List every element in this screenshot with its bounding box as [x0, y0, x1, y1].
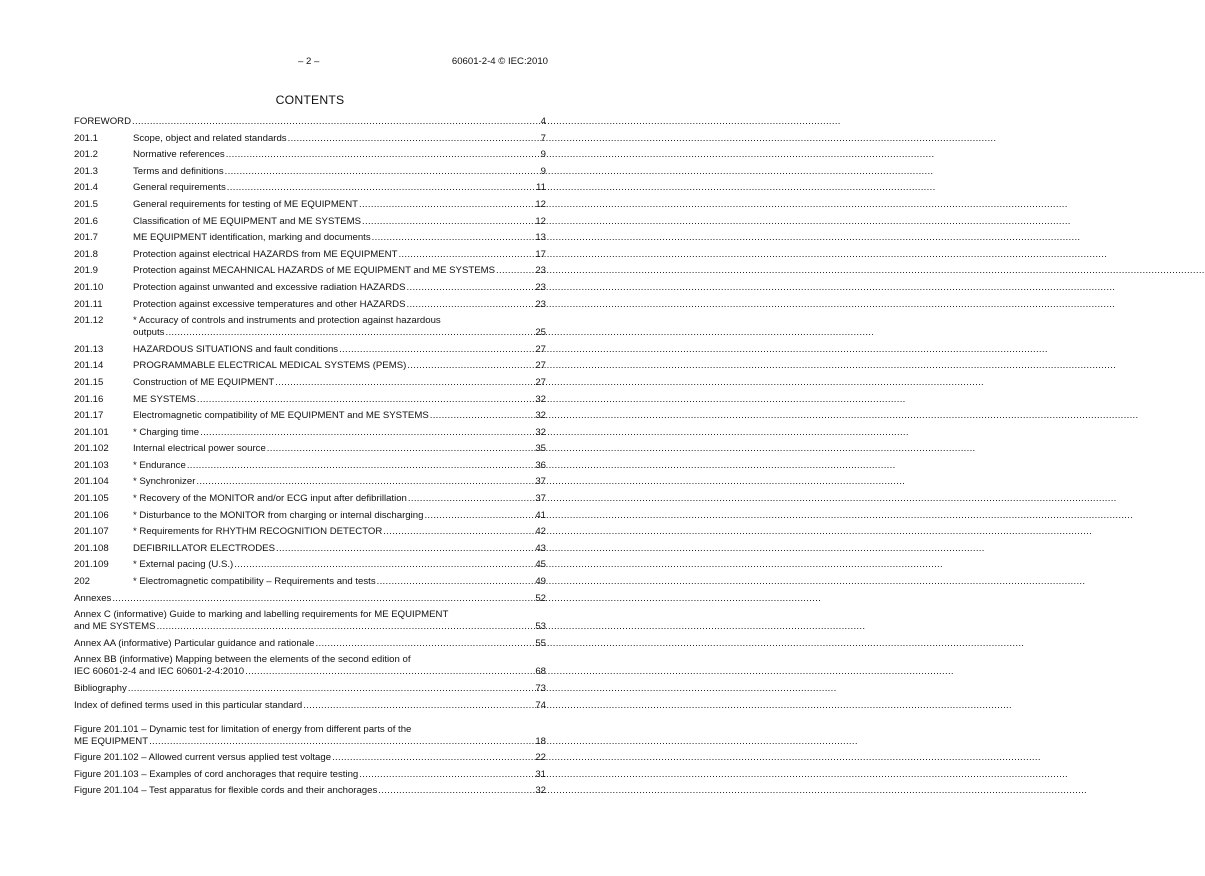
toc-entry-number: 201.102	[74, 443, 109, 455]
toc-entry-number: 201.103	[74, 459, 109, 471]
toc-entry-page: 45	[535, 559, 546, 571]
toc-entry-number: 201.14	[74, 360, 104, 372]
toc-entry-page: 9	[540, 165, 546, 177]
toc-entry[interactable]	[74, 427, 546, 439]
toc-entry-title: * Requirements for RHYTHM RECOGNITION DETECTOR	[133, 526, 383, 538]
standard-reference-header: 60601-2-4 © IEC:2010	[451, 56, 548, 67]
toc-entry-page: 12	[535, 215, 546, 227]
toc-entry[interactable]	[74, 654, 546, 678]
dot-leader	[358, 199, 535, 211]
toc-entry[interactable]	[74, 785, 546, 797]
toc-entry-title: Normative references	[133, 149, 225, 161]
dot-leader	[233, 559, 535, 571]
toc-entry-page: 37	[535, 493, 546, 505]
toc-entry-title: * Recovery of the MONITOR and/or ECG input after defibrillation	[133, 493, 407, 505]
toc-entry-title: Annex BB (informative) Mapping between the elements of the second edition of	[74, 654, 411, 666]
toc-entry-title-continued: IEC 60601-2-4 and IEC 60601-2-4:2010	[74, 666, 245, 678]
toc-entry[interactable]	[74, 700, 546, 712]
dot-leader	[495, 265, 535, 277]
toc-entry[interactable]	[74, 460, 546, 472]
page-number-header: – 2 –	[298, 56, 320, 67]
dot-leader	[287, 133, 540, 145]
toc-entry-title: Protection against electrical HAZARDS from ME EQUIPMENT	[133, 248, 398, 260]
toc-entry-number: 201.106	[74, 509, 109, 521]
toc-entry-page: 27	[535, 343, 546, 355]
dot-leader	[156, 621, 536, 633]
dot-leader	[274, 377, 535, 389]
toc-entry[interactable]	[74, 752, 546, 764]
toc-entry-title: Annex C (informative) Guide to marking and labelling requirements for ME EQUIPMENT	[74, 609, 449, 621]
toc-entry[interactable]	[74, 315, 546, 339]
dot-leader	[397, 249, 535, 261]
toc-entry-title: * Electromagnetic compatibility – Requirements and tests	[133, 576, 376, 588]
toc-entry-number: 202	[74, 576, 91, 588]
toc-entry[interactable]	[74, 377, 546, 389]
toc-entry-title: Figure 201.102 – Allowed current versus applied test voltage	[74, 752, 332, 764]
toc-entry-title: * Accuracy of controls and instruments and protection against hazardous	[133, 315, 441, 327]
toc-entry-title: PROGRAMMABLE ELECTRICAL MEDICAL SYSTEMS (PEMS)	[133, 360, 407, 372]
toc-entry-page: 32	[535, 785, 546, 797]
toc-entry-number: 201.9	[74, 265, 99, 277]
toc-entry-number: 201.105	[74, 493, 109, 505]
toc-entry[interactable]	[74, 493, 546, 505]
toc-entry-title: ME EQUIPMENT identification, marking and documents	[133, 232, 371, 244]
toc-entry-number: 201.17	[74, 410, 104, 422]
toc-entry-page: 73	[535, 683, 546, 694]
toc-entry-page: 23	[535, 298, 546, 310]
toc-entry[interactable]	[74, 232, 546, 244]
toc-entry[interactable]	[74, 149, 546, 161]
dot-leader	[148, 736, 535, 748]
toc-entry-page: 27	[535, 360, 546, 372]
toc-entry-number: 201.108	[74, 542, 109, 554]
toc-entry-page: 49	[535, 576, 546, 588]
toc-entry-number: 201.104	[74, 476, 109, 488]
toc-entry-title: General requirements	[133, 182, 226, 194]
toc-entry-title: General requirements for testing of ME EQUIPMENT	[133, 198, 358, 210]
toc-entry-title: Annexes	[74, 592, 112, 604]
toc-entry-page: 31	[535, 768, 546, 780]
toc-entry-page: 42	[535, 526, 546, 538]
toc-entry-number: 201.107	[74, 526, 109, 538]
dot-leader	[226, 182, 536, 194]
dot-leader	[131, 116, 540, 128]
toc-entry-page: 23	[535, 281, 546, 293]
toc-entry[interactable]	[74, 443, 546, 455]
toc-entry-page: 9	[540, 149, 546, 161]
toc-entry-number: 201.2	[74, 149, 99, 161]
toc-entry[interactable]	[74, 182, 546, 194]
toc-entry-title: * Disturbance to the MONITOR from charging or internal discharging	[133, 509, 424, 521]
toc-entry[interactable]	[74, 133, 546, 145]
toc-entry-page: 37	[535, 476, 546, 488]
toc-entry-page: 32	[535, 426, 546, 438]
toc-entry[interactable]	[74, 638, 546, 650]
toc-entry-number: 201.11	[74, 298, 103, 310]
toc-entry-number: 201.1	[74, 132, 99, 144]
toc-entry-number: 201.7	[74, 232, 99, 244]
dot-leader	[407, 493, 535, 505]
toc-entry-title: Terms and definitions	[133, 165, 224, 177]
dot-leader	[331, 752, 535, 764]
toc-entry-title: Protection against excessive temperatures and other HAZARDS	[133, 298, 406, 310]
toc-entry[interactable]	[74, 543, 546, 555]
toc-entry-number: 201.5	[74, 198, 99, 210]
toc-entry-title-continued: outputs	[133, 327, 165, 339]
toc-entry-title: Index of defined terms used in this particular standard	[74, 699, 303, 711]
dot-leader	[371, 232, 536, 244]
toc-entry[interactable]	[74, 166, 546, 178]
dot-leader	[225, 149, 540, 161]
toc-entry-title: Bibliography	[74, 683, 127, 694]
toc-entry[interactable]	[74, 199, 546, 211]
dot-leader	[376, 576, 536, 588]
toc-entry-title: DEFIBRILLATOR ELECTRODES	[133, 542, 275, 554]
dot-leader	[127, 683, 536, 695]
toc-entry-number: 201.109	[74, 559, 109, 571]
toc-entry[interactable]	[74, 265, 546, 277]
toc-entry-number: 201.8	[74, 248, 99, 260]
dot-leader	[244, 666, 535, 678]
toc-entry-number: 201.10	[74, 281, 104, 293]
table-of-contents	[74, 116, 546, 802]
contents-title: CONTENTS	[275, 93, 345, 107]
dot-leader	[164, 327, 535, 339]
dot-leader	[196, 394, 535, 406]
toc-entry-page: 43	[535, 542, 546, 554]
toc-entry-title: FOREWORD	[74, 116, 132, 127]
dot-leader	[338, 344, 535, 356]
dot-leader	[315, 638, 536, 650]
toc-entry[interactable]	[74, 526, 546, 538]
dot-leader	[302, 700, 535, 712]
toc-entry-page: 55	[535, 637, 546, 649]
toc-entry[interactable]	[74, 360, 546, 372]
toc-entry[interactable]	[74, 299, 546, 311]
toc-entry-page: 74	[535, 699, 546, 711]
toc-entry[interactable]	[74, 216, 546, 228]
dot-leader	[186, 460, 536, 472]
toc-entry-title: Construction of ME EQUIPMENT	[133, 376, 275, 388]
toc-entry[interactable]	[74, 282, 546, 294]
toc-entry-title-continued: ME EQUIPMENT	[74, 735, 149, 747]
toc-entry-title: Classification of ME EQUIPMENT and ME SYSTEMS	[133, 215, 362, 227]
toc-entry-number: 201.4	[74, 182, 99, 194]
toc-entry-page: 35	[535, 443, 546, 455]
dot-leader	[195, 476, 535, 488]
dot-leader	[377, 785, 535, 797]
toc-entry[interactable]	[74, 116, 546, 128]
toc-entry-title: Internal electrical power source	[133, 443, 266, 455]
toc-entry-title: Protection against unwanted and excessive radiation HAZARDS	[133, 281, 406, 293]
toc-entry[interactable]	[74, 593, 546, 605]
toc-entry[interactable]	[74, 344, 546, 356]
toc-entry-page: 13	[535, 232, 546, 244]
toc-entry-title: Figure 201.104 – Test apparatus for flexible cords and their anchorages	[74, 785, 378, 797]
toc-entry-page: 41	[535, 509, 546, 521]
toc-entry-title: HAZARDOUS SITUATIONS and fault conditions	[133, 343, 339, 355]
dot-leader	[406, 299, 536, 311]
dot-leader	[358, 769, 535, 781]
toc-entry[interactable]	[74, 724, 546, 748]
toc-entry-number: 201.3	[74, 165, 99, 177]
toc-entry-title: Electromagnetic compatibility of ME EQUIPMENT and ME SYSTEMS	[133, 410, 429, 422]
toc-entry[interactable]	[74, 576, 546, 588]
toc-entry-page: 68	[535, 666, 546, 678]
toc-entry[interactable]	[74, 410, 546, 422]
toc-entry-page: 18	[535, 735, 546, 747]
toc-entry[interactable]	[74, 476, 546, 488]
dot-leader	[429, 410, 536, 422]
toc-entry-page: 23	[535, 265, 546, 277]
toc-entry[interactable]	[74, 394, 546, 406]
dot-leader	[224, 166, 540, 178]
toc-entry-page: 7	[540, 132, 546, 144]
toc-entry-page: 32	[535, 393, 546, 405]
toc-entry-number: 201.6	[74, 215, 99, 227]
toc-entry-title: Protection against MECAHNICAL HAZARDS of ME EQUIPMENT and ME SYSTEMS	[133, 265, 496, 277]
toc-entry[interactable]	[74, 769, 546, 781]
toc-entry-number: 201.16	[74, 393, 104, 405]
toc-entry-number: 201.15	[74, 376, 104, 388]
dot-leader	[361, 216, 535, 228]
dot-leader	[406, 360, 535, 372]
toc-entry-page: 11	[536, 182, 546, 194]
toc-entry[interactable]	[74, 510, 546, 522]
toc-entry-title: Figure 201.103 – Examples of cord anchorages that require testing	[74, 768, 359, 780]
dot-leader	[266, 443, 536, 455]
toc-entry-number: 201.12	[74, 315, 104, 327]
toc-entry-page: 25	[535, 327, 546, 339]
toc-entry-number: 201.13	[74, 343, 104, 355]
toc-entry-title: Scope, object and related standards	[133, 132, 287, 144]
toc-entry-number: 201.101	[74, 426, 109, 438]
toc-entry-page: 4	[540, 116, 546, 127]
toc-entry-title: * Synchronizer	[133, 476, 196, 488]
toc-entry-page: 22	[535, 752, 546, 764]
toc-entry-page: 53	[535, 621, 546, 633]
toc-entry[interactable]	[74, 559, 546, 571]
toc-entry-page: 52	[535, 592, 546, 604]
dot-leader	[199, 427, 535, 439]
toc-entry-title: Figure 201.101 – Dynamic test for limitation of energy from different parts of the	[74, 723, 412, 735]
toc-entry-title: ME SYSTEMS	[133, 393, 196, 405]
toc-entry-page: 32	[535, 410, 546, 422]
toc-entry-title-continued: and ME SYSTEMS	[74, 621, 156, 633]
dot-leader	[382, 526, 535, 538]
toc-entry-page: 12	[535, 198, 546, 210]
toc-entry[interactable]	[74, 683, 546, 695]
dot-leader	[111, 593, 535, 605]
toc-entry[interactable]	[74, 609, 546, 633]
dot-leader	[406, 282, 536, 294]
toc-entry-title: * Charging time	[133, 426, 200, 438]
toc-entry-page: 17	[535, 248, 546, 260]
toc-entry-title: * Endurance	[133, 459, 186, 471]
toc-entry-page: 27	[535, 376, 546, 388]
toc-entry-page: 36	[535, 459, 546, 471]
toc-entry-title: * External pacing (U.S.)	[133, 559, 234, 571]
dot-leader	[275, 543, 535, 555]
dot-leader	[423, 510, 535, 522]
toc-entry[interactable]	[74, 249, 546, 261]
toc-entry-title: Annex AA (informative) Particular guidance and rationale	[74, 637, 315, 649]
